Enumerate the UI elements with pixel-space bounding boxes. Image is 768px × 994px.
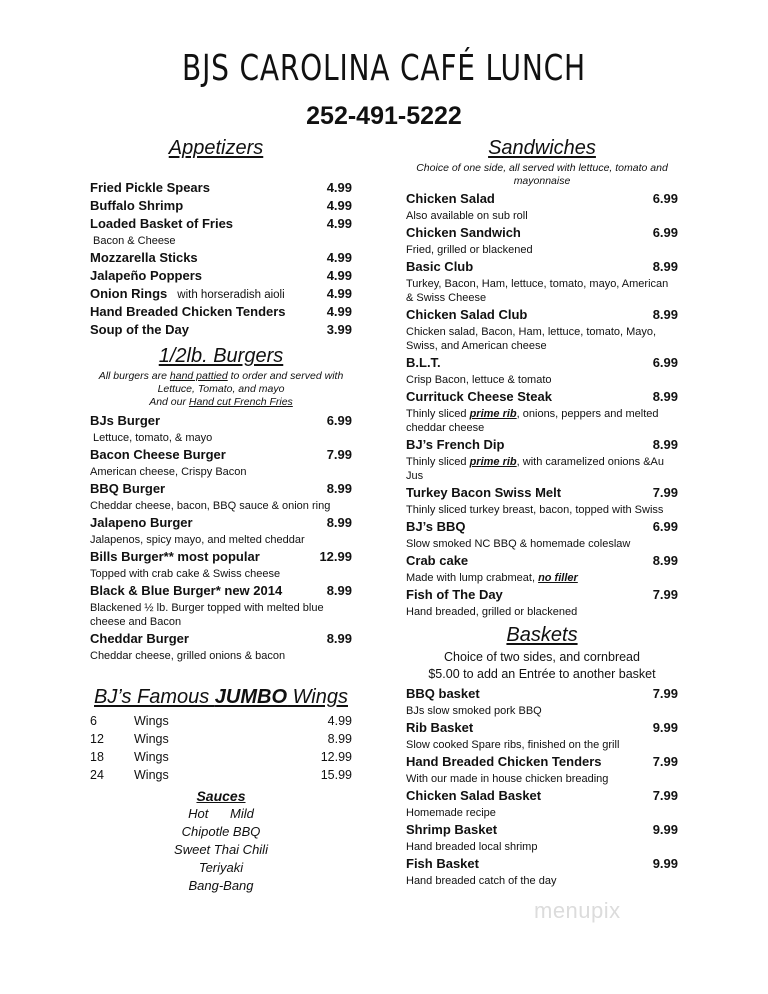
item-description: Thinly sliced prime rib, onions, peppers and melted cheddar cheese [406, 408, 659, 434]
burgers-subtitle: All burgers are hand pattied to order and served with Lettuce, Tomato, and mayo And our Hand cut French Fries [98, 370, 344, 408]
item-description: Thinly sliced prime rib, with caramelized onions &Au Jus [406, 456, 665, 482]
item-description: Hand breaded, grilled or blackened [406, 606, 578, 618]
item-description: Slow smoked NC BBQ & homemade coleslaw [406, 538, 631, 550]
appetizers-section [90, 137, 352, 160]
item-description: American cheese, Crispy Bacon [90, 466, 247, 478]
list-item: Fish Basket 9.99 [406, 856, 678, 871]
list-item: Soup of the Day 3.99 [90, 322, 352, 337]
table-row: 6 Wings 4.99 [90, 714, 352, 728]
item-description: Made with lump crabmeat, no filler [406, 572, 578, 584]
sauce-item: Teriyaki [198, 860, 244, 875]
phone-number: 252-491-5222 [306, 102, 462, 130]
baskets-list [406, 686, 678, 890]
appetizers-list [90, 180, 352, 340]
sauce-item: Bang-Bang [188, 878, 254, 893]
table-row: 12 Wings 8.99 [90, 732, 352, 746]
list-item: Chicken Sandwich 6.99 [406, 225, 678, 240]
list-item: Bacon Cheese Burger 7.99 [90, 447, 352, 462]
list-item: Rib Basket 9.99 [406, 720, 678, 735]
list-item: Fried Pickle Spears 4.99 [90, 180, 352, 195]
baskets-note: Choice of two sides, and cornbread [444, 650, 640, 664]
appetizers-heading: Appetizers [168, 137, 264, 159]
list-item: Fish of The Day 7.99 [406, 587, 678, 602]
item-description: Crisp Bacon, lettuce & tomato [406, 374, 552, 386]
list-item: Buffalo Shrimp 4.99 [90, 198, 352, 213]
sauce-item: Hot Mild [188, 806, 254, 821]
item-description: Cheddar cheese, bacon, BBQ sauce & onion ring [90, 500, 331, 512]
item-description: Hand breaded local shrimp [406, 841, 538, 853]
wings-section [90, 686, 352, 709]
item-description: Homemade recipe [406, 807, 496, 819]
list-item: Cheddar Burger 8.99 [90, 631, 352, 646]
list-item: Basic Club 8.99 [406, 259, 678, 274]
menu-title: BJS CAROLINA CAFÉ LUNCH [182, 48, 586, 89]
item-description: BJs slow smoked pork BBQ [406, 705, 542, 717]
item-description: Bacon & Cheese [93, 235, 176, 247]
list-item: Shrimp Basket 9.99 [406, 822, 678, 837]
sandwiches-heading: Sandwiches [488, 137, 596, 159]
list-item: BBQ Burger 8.99 [90, 481, 352, 496]
burgers-heading: 1/2lb. Burgers [158, 345, 284, 367]
sauces-section [90, 788, 352, 896]
table-row: 24 Wings 15.99 [90, 768, 352, 782]
list-item: Crab cake 8.99 [406, 553, 678, 568]
item-description: Fried, grilled or blackened [406, 244, 533, 256]
list-item: Turkey Bacon Swiss Melt 7.99 [406, 485, 678, 500]
burgers-section [90, 345, 352, 409]
item-description: Jalapenos, spicy mayo, and melted cheddar [90, 534, 305, 546]
wings-list [90, 712, 352, 784]
list-item: Loaded Basket of Fries 4.99 [90, 216, 352, 231]
item-description: Lettuce, tomato, & mayo [93, 432, 213, 444]
sandwiches-list [406, 191, 678, 621]
list-item: Chicken Salad 6.99 [406, 191, 678, 206]
item-description: Hand breaded catch of the day [406, 875, 557, 887]
list-item: Chicken Salad Basket 7.99 [406, 788, 678, 803]
list-item: Mozzarella Sticks 4.99 [90, 250, 352, 265]
item-description: Also available on sub roll [406, 210, 528, 222]
item-description: Topped with crab cake & Swiss cheese [90, 568, 281, 580]
item-description: With our made in house chicken breading [406, 773, 609, 785]
sauce-item: Chipotle BBQ [181, 824, 261, 839]
table-row: 18 Wings 12.99 [90, 750, 352, 764]
list-item: Black & Blue Burger* new 2014 8.99 [90, 583, 352, 598]
item-description: Chicken salad, Bacon, Ham, lettuce, tomato, Mayo, Swiss, and American cheese [406, 326, 657, 352]
list-item: Bills Burger** most popular 12.99 [90, 549, 352, 564]
burgers-list [90, 413, 352, 665]
sauce-item: Sweet Thai Chili [174, 842, 268, 857]
list-item: BBQ basket 7.99 [406, 686, 678, 701]
list-item: BJ’s BBQ 6.99 [406, 519, 678, 534]
sauces-heading: Sauces [196, 788, 246, 804]
list-item: Currituck Cheese Steak 8.99 [406, 389, 678, 404]
list-item: Jalapeno Burger 8.99 [90, 515, 352, 530]
sandwiches-section [406, 137, 678, 188]
list-item: BJ’s French Dip 8.99 [406, 437, 678, 452]
list-item: BJs Burger 6.99 [90, 413, 352, 428]
item-description: Turkey, Bacon, Ham, lettuce, tomato, mayo, American & Swiss Cheese [406, 278, 669, 304]
list-item: Onion Rings with horseradish aioli 4.99 [90, 286, 352, 301]
baskets-note: $5.00 to add an Entrée to another basket [428, 667, 656, 681]
item-description: Blackened ½ lb. Burger topped with melted blue cheese and Bacon [90, 602, 324, 628]
item-description: Slow cooked Spare ribs, finished on the grill [406, 739, 620, 751]
list-item: Hand Breaded Chicken Tenders 4.99 [90, 304, 352, 319]
list-item: Hand Breaded Chicken Tenders 7.99 [406, 754, 678, 769]
watermark-logo: menupix [534, 898, 621, 923]
baskets-heading: Baskets [506, 624, 578, 646]
wings-heading: BJ’s Famous JUMBO Wings [94, 686, 348, 708]
list-item: Jalapeño Poppers 4.99 [90, 268, 352, 283]
baskets-section [406, 624, 678, 681]
list-item: Chicken Salad Club 8.99 [406, 307, 678, 322]
list-item: B.L.T. 6.99 [406, 355, 678, 370]
item-description: Thinly sliced turkey breast, bacon, topped with Swiss [406, 504, 664, 516]
sandwiches-subtitle: Choice of one side, all served with lettuce, tomato and mayonnaise [416, 162, 668, 187]
item-description: Cheddar cheese, grilled onions & bacon [90, 650, 286, 662]
